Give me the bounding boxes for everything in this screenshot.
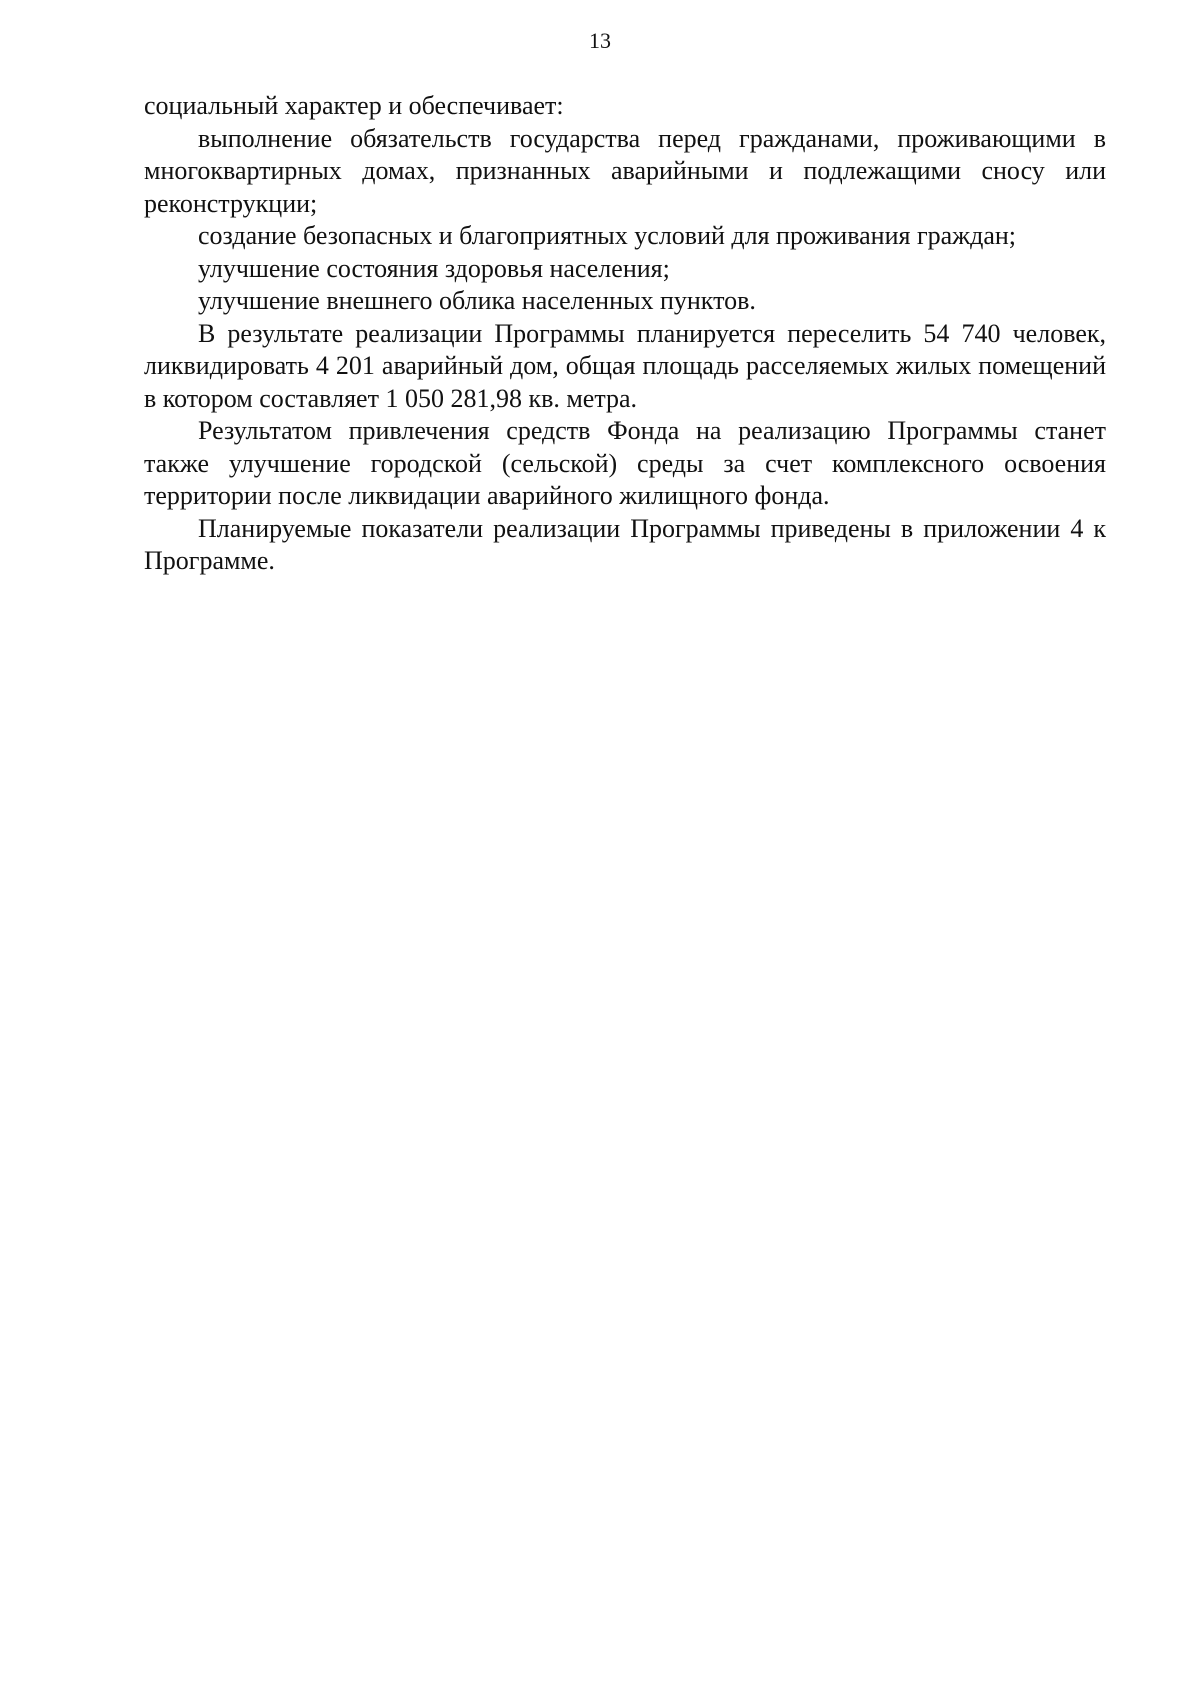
paragraph-results: В результате реализации Программы планируется переселить 54 740 человек, ликвидировать 4 201 аварийный дом, общая площадь расселяемых жилых помещений в котором составляет 1 050 281,98 кв. метра.	[144, 318, 1106, 413]
page-number: 13	[589, 28, 611, 53]
paragraph-obligations: выполнение обязательств государства перед гражданами, проживающими в многоквартирных домах, признанных аварийными и подлежащими сносу или реконструкции;	[144, 123, 1106, 218]
paragraph-safe-conditions: создание безопасных и благоприятных условий для проживания граждан;	[198, 221, 1017, 250]
document-body	[144, 90, 1106, 578]
paragraph-indicators: Планируемые показатели реализации Программы приведены в приложении 4 к Программе.	[144, 513, 1106, 575]
paragraph-appearance: улучшение внешнего облика населенных пунктов.	[198, 286, 756, 315]
paragraph-health: улучшение состояния здоровья населения;	[198, 253, 670, 283]
paragraph-intro: социальный характер и обеспечивает:	[144, 91, 564, 120]
paragraph-fund-result: Результатом привлечения средств Фонда на реализацию Программы станет также улучшение городской (сельской) среды за счет комплексного освоения территории после ликвидации аварийного жилищного фонда.	[144, 416, 1106, 510]
